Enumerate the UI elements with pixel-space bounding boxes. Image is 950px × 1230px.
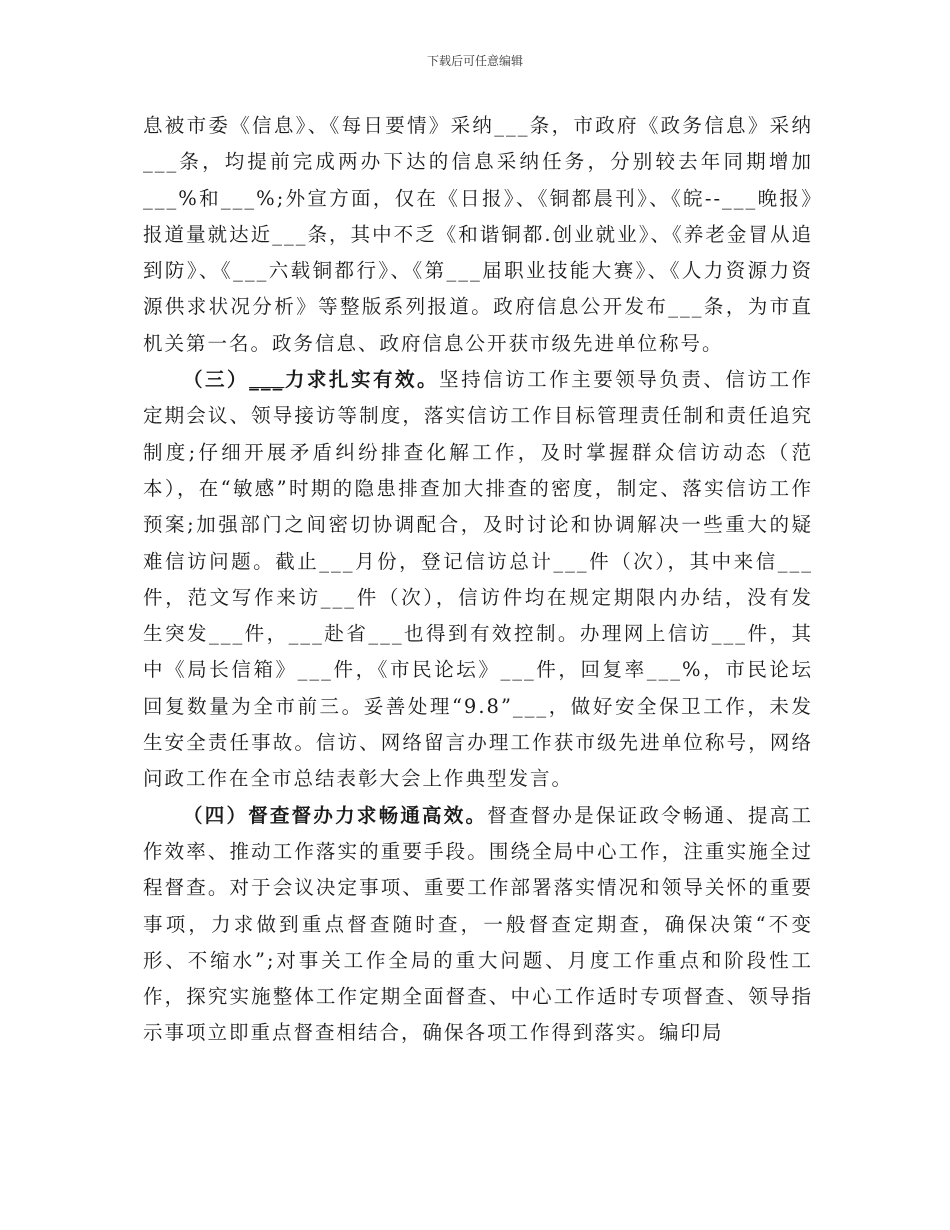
paragraph-text: 督查督办是保证政令畅通、提高工作效率、推动工作落实的重要手段。围绕全局中心工作，注重实施全过程督查。对于会议决定事项、重要工作部署落实情况和领导关怀的重要事项，力求做到重点督查随时查，一般督查定期查，确保决策“不变形、不缩水”;对事关工作全局的重大问题、月度工作重点和阶段性工作，探究实施整体工作定期全面督查、中心工作适时专项督查、领导指示事项立即重点督查相结合，确保各项工作得到落实。编印局	[143, 803, 813, 1045]
section-3-heading-blank: ___	[249, 368, 285, 392]
page-header: 下载后可任意编辑	[426, 54, 523, 68]
section-3-heading-number: （三）	[183, 368, 250, 392]
document-body	[143, 108, 813, 1052]
paragraph-text: 坚持信访工作主要领导负责、信访工作定期会议、领导接访等制度，落实信访工作目标管理责任制和责任追究制度;仔细开展矛盾纠纷排查化解工作，及时掌握群众信访动态（范本），在“敏感”时期的隐患排查加大排查的密度，制定、落实信访工作预案;加强部门之间密切协调配合，及时讨论和协调解决一些重大的疑难信访问题。截止___月份，登记信访总计___件（次），其中来信___件，范文写作来访___件（次），信访件均在规定期限内办结，没有发生突发___件，___赴省___也得到有效控制。办理网上信访___件，其中《局长信箱》___件，《市民论坛》___件，回复率___%，市民论坛回复数量为全市前三。妥善处理“9.8”___，做好安全保卫工作，未发生安全责任事故。信访、网络留言办理工作获市级先进单位称号，网络问政工作在全市总结表彰大会上作典型发言。	[143, 368, 813, 791]
section-4-heading: （四）督查督办力求畅通高效。	[183, 803, 488, 827]
paragraph-section-3	[143, 362, 813, 798]
paragraph-info-adoption	[143, 108, 813, 362]
paragraph-text: 息被市委《信息》、《每日要情》采纳___条，市政府《政务信息》采纳___条，均提前完成两办下达的信息采纳任务，分别较去年同期增加___%和___%;外宣方面，仅在《日报》、《铜都晨刊》、《皖--___晚报》报道量就达近___条，其中不乏《和谐铜都.创业就业》、《养老金冒从追到防》、《___六载铜都行》、《第___届职业技能大赛》、《人力资源力资源供求状况分析》等整版系列报道。政府信息公开发布___条，为市直机关第一名。政务信息、政府信息公开获市级先进单位称号。	[143, 114, 813, 355]
paragraph-section-4	[143, 798, 813, 1052]
section-3-heading-title: 力求扎实有效。	[284, 368, 440, 392]
